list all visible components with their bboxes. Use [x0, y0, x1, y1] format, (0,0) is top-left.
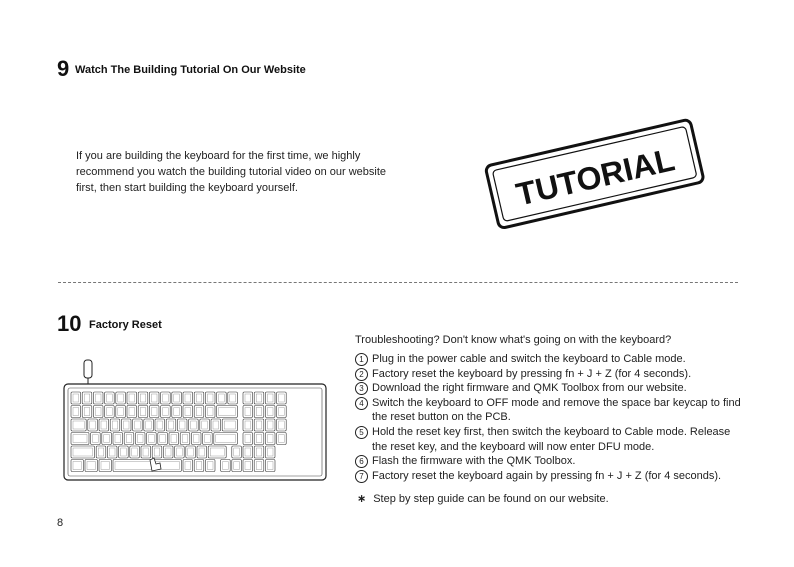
- keycap: [183, 392, 193, 404]
- keycap: [127, 392, 137, 404]
- step-text: Hold the reset key first, then switch the keyboard to Cable mode. Release the reset key, and the keyboard will now enter DFU mode.: [372, 425, 731, 453]
- keycap: [175, 446, 185, 458]
- step-text: Plug in the power cable and switch the keyboard to Cable mode.: [372, 353, 686, 365]
- step-number: 2: [355, 368, 368, 381]
- keycap: [147, 433, 157, 445]
- note-marker: ∗: [357, 493, 367, 505]
- keycap: [232, 460, 242, 472]
- step-number: 4: [355, 397, 368, 410]
- keycap: [222, 419, 237, 431]
- step-number: 5: [355, 426, 368, 439]
- keycap: [277, 433, 287, 445]
- keycap: [217, 406, 238, 418]
- keycap: [191, 433, 201, 445]
- keycap: [119, 446, 129, 458]
- keycap: [265, 460, 275, 472]
- keycap: [141, 446, 151, 458]
- keycap: [243, 392, 253, 404]
- keycap: [211, 419, 221, 431]
- keycap: [107, 446, 117, 458]
- section-9-number: 9: [57, 56, 70, 81]
- website-note: [357, 491, 747, 507]
- keycap: [214, 433, 238, 445]
- keycap: [71, 406, 81, 418]
- keycap: [277, 392, 287, 404]
- keycap: [277, 419, 287, 431]
- keyboard-illustration: [60, 356, 330, 486]
- section-divider: [58, 282, 738, 283]
- keycap: [169, 433, 179, 445]
- keycap: [205, 392, 215, 404]
- keycap: [186, 446, 196, 458]
- keycap: [113, 433, 123, 445]
- keycap: [208, 446, 226, 458]
- keycap: [243, 460, 253, 472]
- keycap: [205, 460, 215, 472]
- tutorial-stamp: [479, 112, 709, 230]
- keycap: [183, 406, 193, 418]
- keycap: [243, 419, 253, 431]
- keycap: [149, 392, 159, 404]
- keycap: [254, 460, 264, 472]
- keycap: [243, 406, 253, 418]
- keycap: [161, 392, 171, 404]
- keycap: [88, 419, 98, 431]
- keycap: [105, 406, 115, 418]
- keycap: [200, 419, 210, 431]
- keyboard-graphic: [60, 356, 330, 486]
- step-number: 6: [355, 455, 368, 468]
- keycap: [93, 406, 103, 418]
- step-text: Switch the keyboard to OFF mode and remove the space bar keycap to find the reset button on the PCB.: [372, 396, 741, 424]
- keycap: [121, 419, 131, 431]
- keycap: [71, 419, 86, 431]
- reset-step: [355, 454, 747, 469]
- keycap: [203, 433, 213, 445]
- keycap: [82, 406, 92, 418]
- tutorial-stamp-graphic: [479, 112, 709, 230]
- keycap: [138, 392, 148, 404]
- keycap: [265, 433, 275, 445]
- keycap: [197, 446, 207, 458]
- keycap: [194, 460, 204, 472]
- keycap: [243, 433, 253, 445]
- keycap: [189, 419, 199, 431]
- keycap: [152, 446, 162, 458]
- reset-step: [355, 367, 747, 382]
- step-text: Factory reset the keyboard again by pressing fn + J + Z (for 4 seconds).: [372, 469, 722, 482]
- step-number: 7: [355, 470, 368, 483]
- section-9-body: If you are building the keyboard for the first time, we highly recommend you watch the building tutorial video on our website first, then start building the keyboard yourself.: [76, 150, 387, 194]
- keycap: [99, 419, 109, 431]
- keycap: [194, 392, 204, 404]
- troubleshooting-intro: Troubleshooting? Don't know what's going on with the keyboard?: [355, 334, 672, 346]
- stamp-text: TUTORIAL: [512, 141, 678, 213]
- keycap: [91, 433, 101, 445]
- section-10-number: 10: [57, 311, 82, 336]
- keycap: [116, 406, 126, 418]
- keycap: [172, 392, 182, 404]
- keycap: [105, 392, 115, 404]
- keycap: [177, 419, 187, 431]
- keycap: [172, 406, 182, 418]
- keycap: [265, 446, 275, 458]
- keycap: [228, 392, 238, 404]
- keycap: [102, 433, 112, 445]
- power-cable-plug: [84, 360, 92, 378]
- keycap: [71, 433, 89, 445]
- note-text: Step by step guide can be found on our website.: [373, 493, 609, 505]
- keycap: [254, 406, 264, 418]
- step-text: Download the right firmware and QMK Toolbox from our website.: [372, 382, 687, 395]
- step-text: Factory reset the keyboard by pressing fn + J + Z (for 4 seconds).: [372, 367, 692, 380]
- keycap: [277, 406, 287, 418]
- keycap: [265, 419, 275, 431]
- section-9-title: Watch The Building Tutorial On Our Website: [75, 64, 306, 76]
- keycap: [163, 446, 173, 458]
- keycap: [116, 392, 126, 404]
- keycap: [254, 392, 264, 404]
- keycap: [221, 460, 231, 472]
- keycap: [183, 460, 193, 472]
- page-number: 8: [57, 517, 64, 529]
- keycap: [265, 392, 275, 404]
- reset-step: [355, 396, 747, 425]
- keycap: [113, 460, 181, 472]
- keycap: [254, 419, 264, 431]
- keycap: [93, 392, 103, 404]
- keycap: [71, 392, 81, 404]
- keycap: [155, 419, 165, 431]
- keycap: [82, 392, 92, 404]
- reset-steps-list: [355, 352, 747, 483]
- keycap: [138, 406, 148, 418]
- keycap: [144, 419, 154, 431]
- reset-step: [355, 352, 747, 367]
- reset-step: [355, 469, 747, 484]
- reset-step: [355, 381, 747, 396]
- reset-step: [355, 425, 747, 454]
- keycap: [180, 433, 190, 445]
- keycap: [265, 406, 275, 418]
- keycap: [254, 433, 264, 445]
- keycap: [166, 419, 176, 431]
- keycap: [243, 446, 253, 458]
- keycap: [71, 446, 95, 458]
- keycap: [124, 433, 134, 445]
- keycap: [205, 406, 215, 418]
- keycap: [127, 406, 137, 418]
- section-10-title: Factory Reset: [89, 319, 162, 331]
- step-number: 1: [355, 353, 368, 366]
- keycap: [217, 392, 227, 404]
- keycap: [130, 446, 140, 458]
- keycap: [194, 406, 204, 418]
- keycap: [232, 446, 242, 458]
- keycap: [133, 419, 143, 431]
- step-text: Flash the firmware with the QMK Toolbox.: [372, 455, 576, 468]
- keycap: [135, 433, 145, 445]
- keycap: [254, 446, 264, 458]
- keycap: [96, 446, 106, 458]
- step-number: 3: [355, 382, 368, 395]
- keycap: [110, 419, 120, 431]
- keycap: [158, 433, 168, 445]
- keycap: [149, 406, 159, 418]
- keycap: [161, 406, 171, 418]
